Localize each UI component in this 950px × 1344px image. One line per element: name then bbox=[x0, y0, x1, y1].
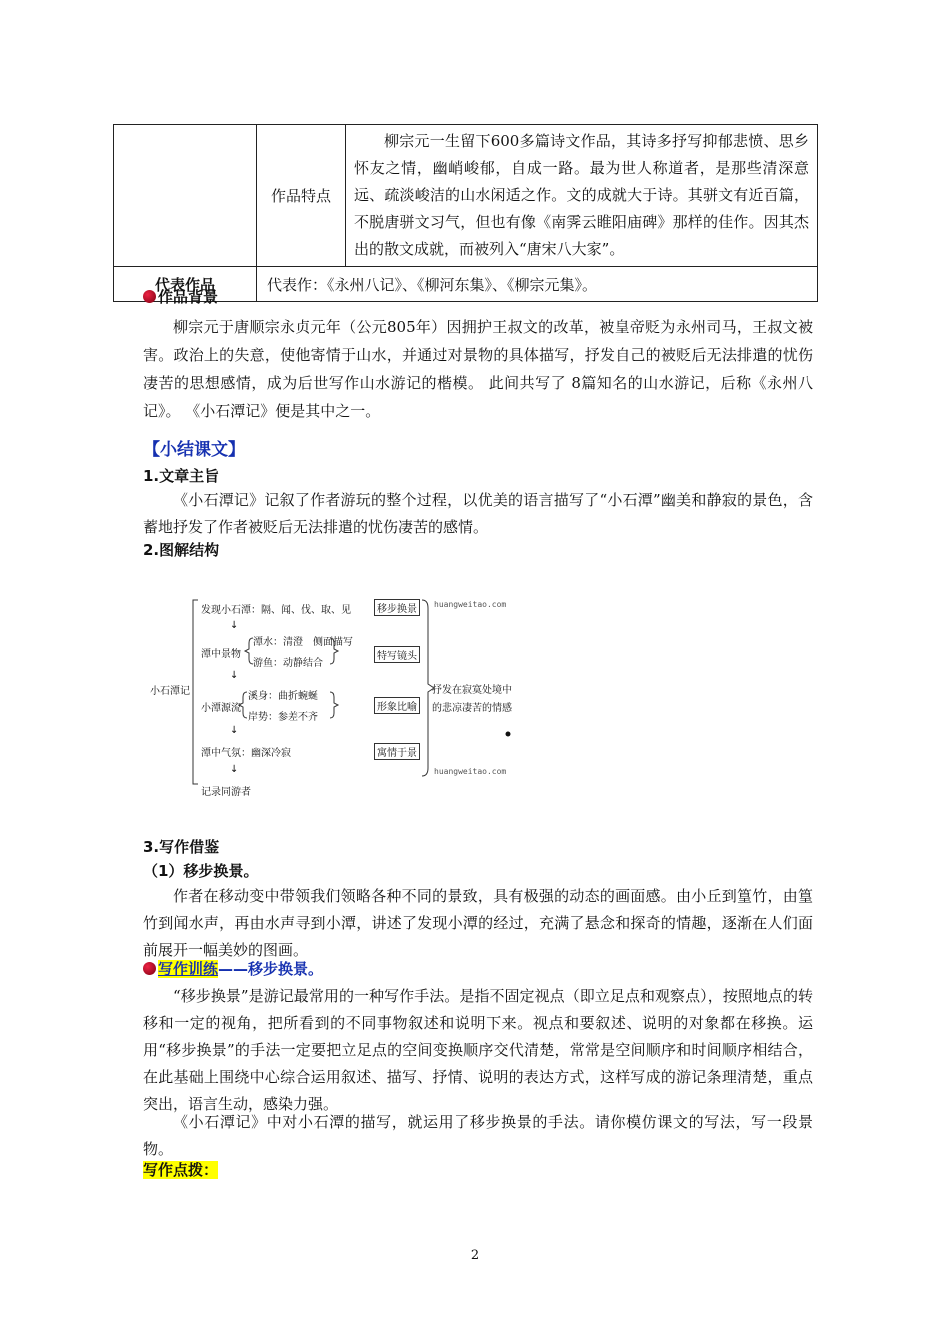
arrow-down-icon: ↓ bbox=[230, 620, 239, 631]
diagram-conclusion-line1: 抒发在寂寞处境中 bbox=[432, 685, 512, 696]
row-label-works: 代表作品 bbox=[114, 267, 257, 302]
red-bullet-icon bbox=[143, 962, 156, 975]
summary-heading: 【小结课文】 bbox=[143, 440, 245, 460]
diagram-scenery-fish: 游鱼：动静结合 bbox=[253, 658, 323, 669]
training-heading bbox=[143, 958, 323, 979]
diagram-step-atmosphere: 潭中气氛：幽深冷寂 bbox=[201, 748, 291, 759]
diagram-tag-closeup: 特写镜头 bbox=[374, 646, 420, 663]
diagram-root: 小石潭记 bbox=[150, 686, 190, 697]
diagram-step-scenery: 潭中景物 bbox=[201, 649, 241, 660]
table-row bbox=[114, 125, 818, 267]
training-topic: ——移步换景。 bbox=[218, 960, 324, 978]
diagram-tag-metaphor: 形象比喻 bbox=[374, 697, 420, 714]
training-label: 写作训练 bbox=[158, 960, 219, 978]
writing-tip-label: 写作点拨： bbox=[143, 1161, 219, 1179]
arrow-down-icon: ↓ bbox=[230, 670, 239, 681]
writing-reference-title: 3.写作借鉴 bbox=[143, 838, 220, 856]
author-info-table bbox=[113, 124, 818, 302]
row-text-features: 柳宗元一生留下600多篇诗文作品，其诗多抒写抑郁悲愤、思乡怀友之情，幽峭峻郁，自成一路。最为世人称道者，是那些清深意远、疏淡峻洁的山水闲适之作。文的成就大于诗。其骈文有近百篇，不脱唐骈文习气，但也有像《南霁云睢阳庙碑》那样的佳作。因其杰出的散文成就，而被列入“唐宋八大家”。 bbox=[346, 125, 818, 267]
main-idea-text: 《小石潭记》记叙了作者游玩的整个过程，以优美的语言描写了“小石潭”幽美和静寂的景色，含蓄地抒发了作者被贬后无法排遣的忧伤凄苦的感情。 bbox=[143, 491, 813, 536]
diagram-step-discover: 发现小石潭：隔、闻、伐、取、见 bbox=[201, 605, 351, 616]
diagram-watermark-top: huangweitao.com bbox=[434, 600, 507, 609]
background-heading: 作品背景 bbox=[143, 286, 218, 307]
table-cell-empty bbox=[114, 125, 257, 267]
table-row bbox=[114, 267, 818, 302]
arrow-down-icon: ↓ bbox=[230, 725, 239, 736]
writing-tip-heading bbox=[143, 1159, 218, 1180]
diagram-tag-move: 移步换景 bbox=[374, 599, 420, 616]
diagram-source-bank: 岸势：参差不齐 bbox=[248, 712, 318, 723]
writing-sub1-title: （1）移步换景。 bbox=[143, 862, 259, 880]
training-text: “移步换景”是游记最常用的一种写作手法。是指不固定视点（即立足点和观察点），按照地点的转移和一定的视角，把所看到的不同事物叙述和说明下来。视点和要叙述、说明的对象都在移换。运用“移步换景”的手法一定要把立足点的空间变换顺序交代清楚，常常是空间顺序和时间顺序相结合，在此基础上围绕中心综合运用叙述、描写、抒情、说明的表达方式，这样写成的游记条理清楚，重点突出，语言生动，感染力强。 bbox=[143, 987, 813, 1113]
diagram-step-companions: 记录同游者 bbox=[201, 787, 251, 798]
structure-diagram bbox=[150, 588, 530, 798]
main-idea-title: 1.文章主旨 bbox=[143, 467, 220, 485]
background-text: 柳宗元于唐顺宗永贞元年（公元805年）因拥护王叔文的改革，被皇帝贬为永州司马，王叔文被害。政治上的失意，使他寄情于山水，并通过对景物的具体描写，抒发自己的被贬后无法排遣的忧伤凄苦的思想感情，成为后世写作山水游记的楷模。 此间共写了 8篇知名的山水游记，后称《永州八记》。 《小石潭记》便是其中之一。 bbox=[143, 318, 813, 420]
page-number: 2 bbox=[470, 1248, 480, 1263]
diagram-watermark-bottom: huangweitao.com bbox=[434, 767, 507, 776]
row-label-features: 作品特点 bbox=[257, 125, 346, 267]
diagram-step-source: 小潭源流 bbox=[201, 703, 241, 714]
structure-title: 2.图解结构 bbox=[143, 541, 220, 559]
training-task: 《小石潭记》中对小石潭的描写，就运用了移步换景的手法。请你模仿课文的写法，写一段景物。 bbox=[143, 1113, 813, 1158]
diagram-tag-emotion: 寓情于景 bbox=[374, 743, 420, 760]
row-text-works: 代表作：《永州八记》、《柳河东集》、《柳宗元集》。 bbox=[257, 267, 818, 302]
red-bullet-icon bbox=[143, 290, 156, 303]
diagram-scenery-water: 潭水：清澄 侧面描写 bbox=[253, 637, 353, 648]
diagram-source-stream: 溪身：曲折蜿蜒 bbox=[248, 691, 318, 702]
diagram-conclusion-line2: 的悲凉凄苦的情感 bbox=[432, 703, 512, 714]
arrow-down-icon: ↓ bbox=[230, 764, 239, 775]
writing-sub1-text: 作者在移动变中带领我们领略各种不同的景致，具有极强的动态的画面感。由小丘到篁竹，由篁竹到闻水声，再由水声寻到小潭，讲述了发现小潭的经过，充满了悬念和探奇的情趣，逐渐在人们面前展开一幅美妙的图画。 bbox=[143, 887, 813, 959]
